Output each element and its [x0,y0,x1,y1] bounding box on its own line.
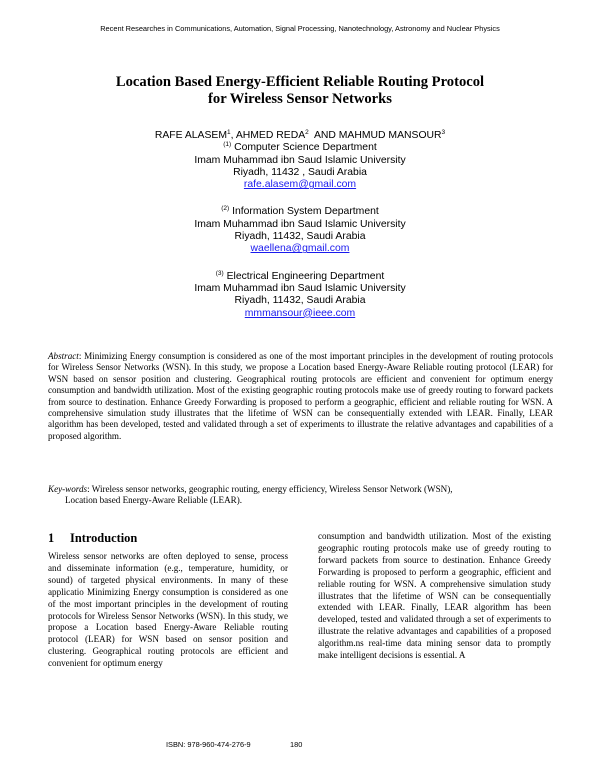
section-number: 1 [48,531,55,545]
keywords [48,484,553,507]
author-1-sup: 1 [227,129,231,136]
keywords-line-2: Location based Energy-Aware Reliable (LEAR). [65,495,243,506]
paper-title [0,74,600,108]
author-separator-2: AND [308,130,339,141]
author-separator-1: , [230,130,236,141]
affiliation-department: Computer Science Department [234,142,377,154]
affiliation-marker: (1) [223,141,232,149]
affiliation-institution: Imam Muhammad ibn Saud Islamic University [194,154,406,166]
abstract-label: Abstract [48,351,79,361]
email-link[interactable]: waellena@gmail.com [250,243,350,255]
affiliation-2 [0,206,600,255]
affiliation-institution: Imam Muhammad ibn Saud Islamic University [194,218,406,230]
page-number: 180 [290,740,303,749]
title-line-1: Location Based Energy-Efficient Reliable Routing Protocol [115,74,485,90]
affiliation-1 [0,142,600,191]
author-3: MAHMUD MANSOUR [338,130,442,141]
abstract [48,351,553,442]
author-line [0,130,600,142]
abstract-text: Minimizing Energy consumption is considered as one of the most important principles in the development of routing protocols for Wireless Sensor Networks (WSN). In this study, we propose a Location based Energy-Aware Reliable routing protocol (LEAR) for WSN based on sensor position and clustering. Geographical routing protocols are efficient and convenient for optimum energy consumption and bandwidth utilization. Most of the existing geographic routing protocols make use of greedy routing to forward packets from source to destination. Enhance Greedy Forwarding is proposed to perform a geographic, efficient and reliable routing for WSN. A comprehensive simulation study illustrates that the lifetime of WSN can be consequentially extended with LEAR. Finally, LEAR algorithm has been developed, tested and validated through a set of experiments to illustrate the relative advantages and capabilities of a proposed algorithm. [48,351,553,441]
keywords-label: Key-words [48,484,88,494]
author-2: AHMED REDA [235,130,306,141]
author-1: RAFE ALASEM [154,130,228,141]
running-header: Recent Researches in Communications, Automation, Signal Processing, Nanotechnology, Astronomy and Nuclear Physics [100,24,500,33]
body-column-left: Wireless sensor networks are often deployed to sense, process and disseminate information (e.g., temperature, humidity, or sound) of targeted physical environments. In many of these applicatio Minimizing Energy consumption is considered as one of the most important principles in the development of routing protocols for Wireless Sensor Networks (WSN). In this study, we propose a Location based Energy-Aware Reliable routing protocol (LEAR) for WSN based on sensor position and clustering. Geographical routing protocols are efficient and convenient for optimum energy [48,551,288,669]
author-2-sup: 2 [305,129,309,136]
affiliation-location: Riyadh, 11432 , Saudi Arabia [233,166,367,178]
section-heading [48,531,137,546]
isbn: ISBN: 978-960-474-276-9 [166,740,251,749]
affiliation-3 [0,271,600,320]
keywords-colon: : [87,484,92,494]
affiliation-location: Riyadh, 11432, Saudi Arabia [234,295,366,307]
author-3-sup: 3 [441,129,446,136]
author-block [0,130,600,320]
keywords-line-1: Wireless sensor networks, geographic routing, energy efficiency, Wireless Sensor Network (WSN), [91,484,453,494]
email-link[interactable]: rafe.alasem@gmail.com [243,179,357,191]
section-title: Introduction [70,531,138,545]
affiliation-department: Electrical Engineering Department [226,270,385,282]
affiliation-department: Information System Department [232,206,379,218]
affiliation-institution: Imam Muhammad ibn Saud Islamic University [194,282,406,294]
email-link[interactable]: mmmansour@ieee.com [244,307,356,319]
affiliation-marker: (3) [215,269,224,277]
title-line-2: for Wireless Sensor Networks [208,91,392,107]
abstract-colon: : [78,351,85,361]
affiliation-marker: (2) [221,205,230,213]
affiliation-location: Riyadh, 11432, Saudi Arabia [234,231,366,243]
body-column-right: consumption and bandwidth utilization. Most of the existing geographic routing protocols make use of greedy routing to forward packets from source to destination. Enhance Greedy Forwarding is proposed to perform a geographic, efficient and reliable routing for WSN. A comprehensive simulation study illustrates that the lifetime of WSN can be consequentially extended with LEAR. Finally, LEAR algorithm has been developed, tested and validated through a set of experiments to illustrate the relative advantages and capabilities of a proposed algorithm.ns real-time data mining sensor data to promptly make intelligent decisions is essential. A [318,531,551,661]
